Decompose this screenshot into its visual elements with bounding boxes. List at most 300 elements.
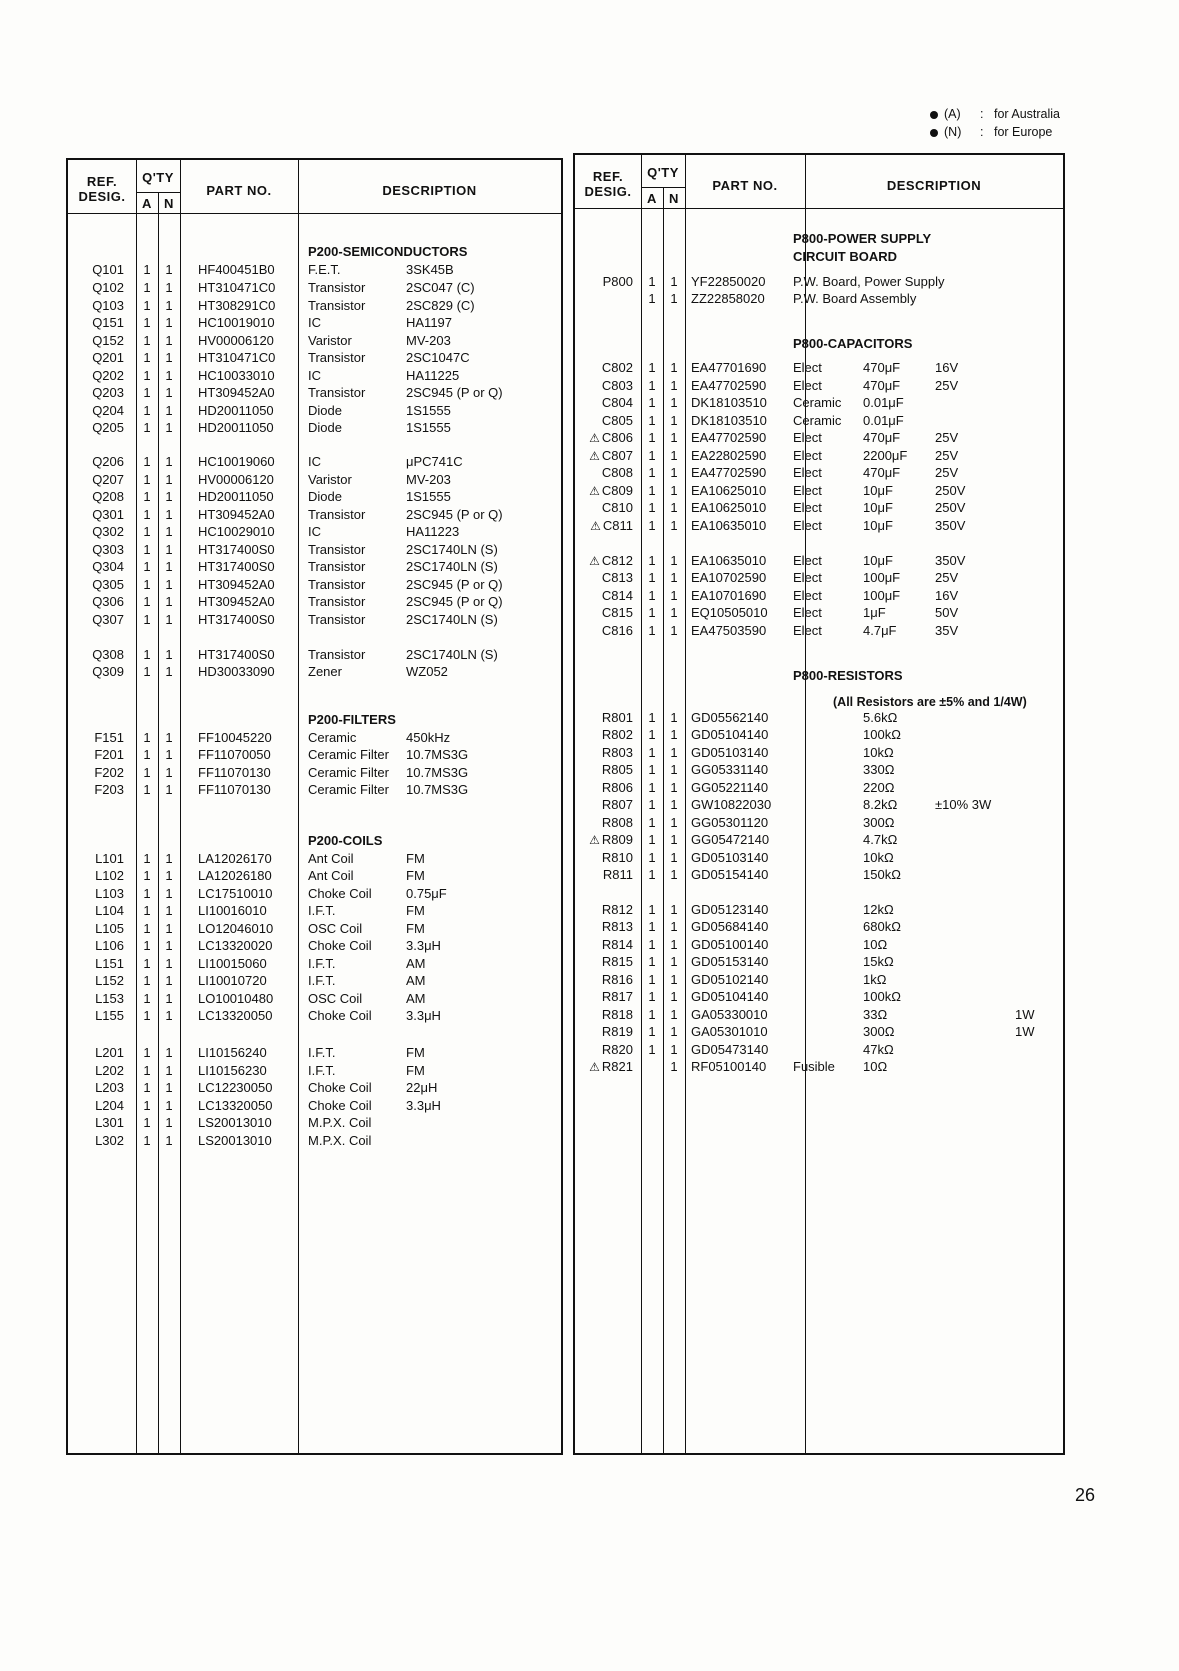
part-number: HT317400S0	[198, 647, 275, 662]
qty-n: 1	[165, 938, 173, 953]
ref-desig: R820	[601, 1042, 633, 1057]
qty-n: 1	[165, 542, 173, 557]
description-type: Elect	[793, 553, 822, 568]
description-value: 3.3μH	[406, 1098, 441, 1113]
part-number: HT309452A0	[198, 577, 275, 592]
description-value: 10.7MS3G	[406, 765, 469, 780]
table-row	[68, 453, 561, 470]
description-rating: 25V	[935, 378, 959, 393]
description-rating: 16V	[935, 588, 959, 603]
table-row	[575, 1006, 1063, 1023]
part-number: HT308291C0	[198, 298, 276, 313]
table-row	[68, 937, 561, 954]
table-row	[575, 429, 1063, 446]
description-value: 22μH	[406, 1080, 438, 1095]
qty-a: 1	[143, 1063, 151, 1078]
table-row	[68, 367, 561, 384]
ref-desig: C810	[601, 500, 633, 515]
table-row	[575, 971, 1063, 988]
table-row	[575, 918, 1063, 935]
table-row	[68, 746, 561, 763]
qty-n: 1	[165, 886, 173, 901]
part-number: LI10156240	[198, 1045, 267, 1060]
qty-n: 1	[165, 403, 173, 418]
table-row	[575, 744, 1063, 761]
part-number: GD05104140	[691, 989, 769, 1004]
qty-a: 1	[143, 524, 151, 539]
ref-desig: Q302	[92, 524, 124, 539]
description-type: Ceramic Filter	[308, 765, 389, 780]
part-number: HF400451B0	[198, 262, 275, 277]
description-value: 2SC945 (P or Q)	[406, 577, 503, 592]
ref-desig: L203	[95, 1080, 124, 1095]
table-row	[575, 1041, 1063, 1058]
qty-a: 1	[143, 765, 151, 780]
qty-a: 1	[648, 937, 656, 952]
qty-n: 1	[670, 378, 678, 393]
ref-desig: R814	[601, 937, 633, 952]
ref-desig: L301	[95, 1115, 124, 1130]
table-row	[575, 587, 1063, 604]
part-number: EA22802590	[691, 448, 767, 463]
qty-n: 1	[165, 782, 173, 797]
table-row	[575, 499, 1063, 516]
qty-n: 1	[670, 395, 678, 410]
table-row	[575, 604, 1063, 621]
ref-desig: R816	[601, 972, 633, 987]
qty-a: 1	[648, 623, 656, 638]
qty-a: 1	[648, 1042, 656, 1057]
description-type: Fusible	[793, 1059, 835, 1074]
qty-a: 1	[648, 274, 656, 289]
qty-a: 1	[648, 954, 656, 969]
table-row	[68, 576, 561, 593]
description-type: P.W. Board, Power Supply	[793, 274, 945, 289]
description-rating: 25V	[935, 570, 959, 585]
section-title: P800-RESISTORS	[793, 668, 903, 683]
description-value: 4.7kΩ	[863, 832, 898, 847]
ref-desig: L102	[95, 868, 124, 883]
part-number: GD05100140	[691, 937, 769, 952]
description-type: Diode	[308, 403, 342, 418]
qty-a: 1	[143, 577, 151, 592]
col-desc-header: DESCRIPTION	[886, 178, 982, 193]
part-number: HT310471C0	[198, 350, 276, 365]
description-type: Transistor	[308, 542, 366, 557]
part-number: LI10156230	[198, 1063, 267, 1078]
description-value: MV-203	[406, 333, 451, 348]
qty-n: 1	[165, 280, 173, 295]
table-row	[68, 781, 561, 798]
description-type: Transistor	[308, 594, 366, 609]
part-number: GD05123140	[691, 902, 769, 917]
description-type: Elect	[793, 500, 822, 515]
part-number: EA47702590	[691, 465, 767, 480]
qty-n: 1	[165, 664, 173, 679]
table-row	[68, 506, 561, 523]
description-value: 150kΩ	[863, 867, 901, 882]
description-value: 470μF	[863, 430, 901, 445]
table-row	[68, 850, 561, 867]
description-value: 10μF	[863, 483, 893, 498]
description-value: 100kΩ	[863, 989, 901, 1004]
qty-a: 1	[648, 500, 656, 515]
part-number: EA47702590	[691, 378, 767, 393]
description-type: I.F.T.	[308, 956, 336, 971]
part-number: EA47701690	[691, 360, 767, 375]
qty-n: 1	[165, 454, 173, 469]
table-row	[68, 764, 561, 781]
description-value: 10kΩ	[863, 850, 894, 865]
qty-n: 1	[670, 1042, 678, 1057]
description-type: IC	[308, 315, 321, 330]
legend-key: (N)	[944, 125, 962, 139]
part-number: HC10033010	[198, 368, 275, 383]
qty-a: 1	[143, 664, 151, 679]
description-value: 100kΩ	[863, 727, 901, 742]
table-row	[68, 523, 561, 540]
ref-desig: F202	[94, 765, 124, 780]
qty-a: 1	[143, 782, 151, 797]
part-number: EA10701690	[691, 588, 767, 603]
description-type: M.P.X. Coil	[308, 1133, 372, 1148]
qty-n: 1	[670, 1024, 678, 1039]
table-row	[575, 726, 1063, 743]
warning-triangle-icon: ⚠	[589, 449, 600, 463]
qty-n: 1	[165, 956, 173, 971]
table-row	[68, 867, 561, 884]
qty-n: 1	[670, 274, 678, 289]
parts-table-left	[66, 158, 563, 1455]
part-number: LA12026180	[198, 868, 272, 883]
ref-desig: Q309	[92, 664, 124, 679]
col-n-header: N	[669, 191, 679, 206]
bullet-icon	[930, 111, 938, 119]
table-row	[68, 972, 561, 989]
part-number: EQ10505010	[691, 605, 768, 620]
part-number: EA47702590	[691, 430, 767, 445]
ref-desig: L302	[95, 1133, 124, 1148]
qty-a: 1	[143, 350, 151, 365]
qty-n: 1	[670, 605, 678, 620]
qty-n: 1	[165, 489, 173, 504]
description-value: FM	[406, 868, 425, 883]
description-value: μPC741C	[406, 454, 463, 469]
qty-n: 1	[165, 472, 173, 487]
part-number: FF11070130	[198, 782, 271, 797]
qty-n: 1	[165, 298, 173, 313]
ref-desig: R818	[601, 1007, 633, 1022]
qty-n: 1	[670, 483, 678, 498]
qty-a: 1	[648, 710, 656, 725]
description-value: MV-203	[406, 472, 451, 487]
description-value: 33Ω	[863, 1007, 888, 1022]
part-number: HC10029010	[198, 524, 275, 539]
legend-row-australia: (A) : for Australia	[930, 105, 1060, 123]
ref-desig: C813	[601, 570, 633, 585]
qty-a: 1	[648, 1024, 656, 1039]
qty-a: 1	[648, 1007, 656, 1022]
part-number: RF05100140	[691, 1059, 767, 1074]
table-row	[68, 332, 561, 349]
qty-a: 1	[143, 262, 151, 277]
table-row	[575, 394, 1063, 411]
ref-desig: ⚠ C809	[589, 483, 633, 498]
qty-n: 1	[165, 1115, 173, 1130]
ref-desig: L155	[95, 1008, 124, 1023]
qty-n: 1	[670, 745, 678, 760]
description-type: Choke Coil	[308, 1098, 372, 1113]
part-number: LC13320050	[198, 1008, 273, 1023]
description-value: AM	[406, 973, 426, 988]
table-row	[575, 849, 1063, 866]
qty-a: 1	[143, 420, 151, 435]
col-part-header: PART NO.	[206, 183, 272, 198]
part-number: HT317400S0	[198, 559, 275, 574]
warning-triangle-icon: ⚠	[589, 833, 600, 847]
ref-desig: F151	[94, 730, 124, 745]
qty-n: 1	[670, 570, 678, 585]
table-row	[68, 541, 561, 558]
qty-n: 1	[670, 797, 678, 812]
table-row	[68, 729, 561, 746]
description-type: Transistor	[308, 350, 366, 365]
qty-n: 1	[670, 850, 678, 865]
qty-a: 1	[143, 903, 151, 918]
ref-desig: ⚠ C806	[589, 430, 633, 445]
description-type: Transistor	[308, 559, 366, 574]
ref-desig: R815	[601, 954, 633, 969]
qty-n: 1	[165, 921, 173, 936]
ref-desig: Q307	[92, 612, 124, 627]
qty-a: 1	[143, 612, 151, 627]
qty-n: 1	[165, 1133, 173, 1148]
description-type: Elect	[793, 623, 822, 638]
qty-n: 1	[670, 902, 678, 917]
table-row	[575, 1023, 1063, 1040]
table-row	[68, 593, 561, 610]
description-type: Ceramic	[793, 395, 842, 410]
ref-desig: R801	[601, 710, 633, 725]
qty-a: 1	[143, 333, 151, 348]
part-number: LO10010480	[198, 991, 274, 1006]
qty-n: 1	[670, 919, 678, 934]
qty-a: 1	[143, 385, 151, 400]
ref-desig: Q152	[92, 333, 124, 348]
description-rating: 350V	[935, 518, 966, 533]
table-row	[575, 359, 1063, 376]
col-qty-header: Q'TY	[647, 165, 679, 180]
description-value: FM	[406, 1063, 425, 1078]
description-type: Ceramic Filter	[308, 782, 389, 797]
part-number: GD05103140	[691, 850, 769, 865]
table-row	[575, 936, 1063, 953]
ref-desig: R817	[601, 989, 633, 1004]
description-type: Transistor	[308, 577, 366, 592]
qty-a: 1	[648, 395, 656, 410]
part-number: GD05104140	[691, 727, 769, 742]
description-value: 10.7MS3G	[406, 747, 469, 762]
description-type: Choke Coil	[308, 1008, 372, 1023]
ref-desig: Q308	[92, 647, 124, 662]
description-type: Elect	[793, 448, 822, 463]
table-row	[68, 1132, 561, 1149]
qty-a: 1	[648, 465, 656, 480]
ref-desig: L106	[95, 938, 124, 953]
qty-n: 1	[165, 385, 173, 400]
description-value: 10μF	[863, 500, 893, 515]
description-rating: 25V	[935, 448, 959, 463]
part-number: HD20011050	[198, 489, 274, 504]
description-value: HA11225	[406, 368, 460, 383]
col-qty-header: Q'TY	[142, 170, 174, 185]
ref-desig: Q103	[92, 298, 124, 313]
table-row	[575, 779, 1063, 796]
part-number: HT317400S0	[198, 542, 275, 557]
part-number: GG05331140	[691, 762, 769, 777]
part-number: HD30033090	[198, 664, 275, 679]
part-number: HT309452A0	[198, 507, 275, 522]
ref-desig: L204	[95, 1098, 124, 1113]
description-type: Choke Coil	[308, 938, 372, 953]
description-value: 47kΩ	[863, 1042, 894, 1057]
description-type: F.E.T.	[308, 262, 341, 277]
description-rating: 1W	[1015, 1024, 1035, 1039]
qty-n: 1	[670, 413, 678, 428]
qty-n: 1	[670, 780, 678, 795]
description-type: IC	[308, 368, 321, 383]
qty-a: 1	[648, 745, 656, 760]
qty-n: 1	[165, 368, 173, 383]
warning-triangle-icon: ⚠	[589, 431, 600, 445]
description-type: Diode	[308, 489, 342, 504]
ref-desig: F201	[94, 747, 124, 762]
description-value: 0.01μF	[863, 413, 904, 428]
qty-n: 1	[670, 448, 678, 463]
description-rating: 35V	[935, 623, 959, 638]
part-number: LI10010720	[198, 973, 267, 988]
description-value: 300Ω	[863, 1024, 895, 1039]
ref-desig: L104	[95, 903, 124, 918]
description-rating: 1W	[1015, 1007, 1035, 1022]
table-row	[575, 1058, 1063, 1075]
qty-n: 1	[165, 1098, 173, 1113]
ref-desig: Q101	[92, 262, 124, 277]
description-type: Ceramic	[308, 730, 357, 745]
qty-a: 1	[143, 938, 151, 953]
legend-key: (A)	[944, 107, 961, 121]
description-value: 1S1555	[406, 420, 451, 435]
part-number: HV00006120	[198, 472, 274, 487]
page-number: 26	[1075, 1485, 1096, 1505]
description-type: Elect	[793, 378, 822, 393]
description-type: I.F.T.	[308, 973, 336, 988]
ref-desig: R810	[601, 850, 633, 865]
description-rating: 250V	[935, 483, 966, 498]
description-value: 2SC829 (C)	[406, 298, 475, 313]
description-value: 2200μF	[863, 448, 908, 463]
part-number: LO12046010	[198, 921, 274, 936]
description-value: 2SC047 (C)	[406, 280, 475, 295]
qty-n: 1	[670, 1007, 678, 1022]
ref-desig: L153	[95, 991, 124, 1006]
description-value: 2SC945 (P or Q)	[406, 385, 503, 400]
qty-n: 1	[670, 430, 678, 445]
qty-a: 1	[143, 647, 151, 662]
description-rating: 25V	[935, 465, 959, 480]
part-number: LI10016010	[198, 903, 267, 918]
part-number: EA10702590	[691, 570, 767, 585]
description-value: 12kΩ	[863, 902, 894, 917]
ref-desig: Q301	[92, 507, 124, 522]
parts-table-right	[573, 153, 1065, 1455]
ref-desig: Q203	[92, 385, 124, 400]
description-value: FM	[406, 903, 425, 918]
description-type: M.P.X. Coil	[308, 1115, 372, 1130]
qty-a: 1	[648, 850, 656, 865]
qty-n: 1	[165, 851, 173, 866]
ref-desig: Q304	[92, 559, 124, 574]
qty-a: 1	[143, 489, 151, 504]
qty-a: 1	[143, 1115, 151, 1130]
qty-a: 1	[143, 886, 151, 901]
description-type: I.F.T.	[308, 1045, 336, 1060]
table-row	[575, 552, 1063, 569]
description-type: Elect	[793, 465, 822, 480]
description-type: Zener	[308, 664, 342, 679]
qty-a: 1	[143, 507, 151, 522]
description-type: Ceramic	[793, 413, 842, 428]
description-value: 100μF	[863, 588, 901, 603]
description-type: Transistor	[308, 507, 366, 522]
part-number: LI10015060	[198, 956, 267, 971]
table-row	[68, 646, 561, 663]
part-number: FF11070130	[198, 765, 271, 780]
table-row	[575, 412, 1063, 429]
table-row	[68, 419, 561, 436]
qty-n: 1	[165, 1008, 173, 1023]
section-title: P800-CAPACITORS	[793, 336, 913, 351]
table-row	[575, 569, 1063, 586]
description-value: 2SC1740LN (S)	[406, 542, 498, 557]
description-value: 680kΩ	[863, 919, 901, 934]
qty-n: 1	[670, 360, 678, 375]
table-row	[68, 314, 561, 331]
legend-row-europe: (N) : for Europe	[930, 123, 1060, 141]
description-value: 2SC1047C	[406, 350, 470, 365]
qty-a: 1	[143, 868, 151, 883]
table-row	[575, 988, 1063, 1005]
description-type: Ant Coil	[308, 851, 354, 866]
table-row	[575, 290, 1063, 307]
qty-n: 1	[165, 612, 173, 627]
description-type: Choke Coil	[308, 886, 372, 901]
qty-a: 1	[143, 403, 151, 418]
part-number: LC17510010	[198, 886, 273, 901]
qty-n: 1	[670, 553, 678, 568]
ref-desig: L103	[95, 886, 124, 901]
description-type: Transistor	[308, 385, 366, 400]
qty-a: 1	[648, 291, 656, 306]
qty-a: 1	[648, 867, 656, 882]
description-value: 470μF	[863, 360, 901, 375]
qty-n: 1	[165, 594, 173, 609]
col-a-header: A	[647, 191, 657, 206]
description-value: 1kΩ	[863, 972, 887, 987]
table-row	[68, 349, 561, 366]
part-number: LA12026170	[198, 851, 272, 866]
description-value: 8.2kΩ	[863, 797, 898, 812]
